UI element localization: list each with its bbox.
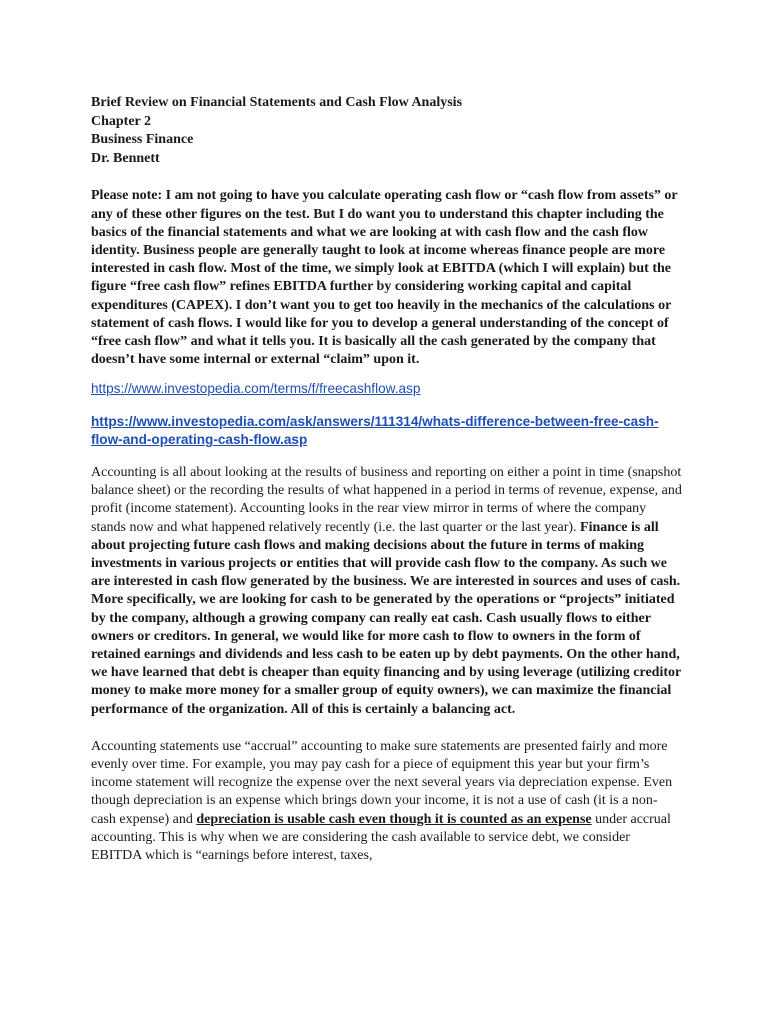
chapter-label: Chapter 2	[91, 113, 152, 129]
author-name: Dr. Bennett	[91, 150, 160, 166]
accrual-text-end: under accrual accounting. This is why when we are considering the cash available to service debt, we consider EBITDA which is “earnings before interest, taxes,	[91, 811, 671, 863]
document-title: Brief Review on Financial Statements and Cash Flow Analysis	[91, 95, 463, 110]
document-header	[91, 94, 682, 168]
accrual-paragraph	[91, 738, 682, 865]
finance-text: Finance is all about projecting future cash flows and making decisions about the future in terms of making investments in various projects or entities that will provide cash flow to the company. As such we are interested in cash flow generated by the business. We are interested in sources and uses of cash. More specifically, we are looking for cash to be generated by the operations or “projects” initiated by the company, although a growing company can really eat cash. Cash usually flows to either owners or creditors. In general, we would like for more cash to flow to owners in the form of retained earnings and dividends and less cash to be eaten up by debt payments. On the other hand, we have learned that debt is cheaper than equity financing and by using leverage (utilizing creditor money to make more money for a smaller group of equity owners), we can maximize the financial performance of the organization. All of this is certainly a balancing act.	[91, 519, 681, 717]
accounting-text: Accounting is all about looking at the results of business and reporting on either a point in time (snapshot balance sheet) or the recording the results of what happened in a period in terms of revenue, expense, and profit (income statement). Accounting looks in the rear view mirror in terms of where the company stands now and what happened relatively recently (i.e. the last quarter or the last year).	[91, 464, 682, 535]
accrual-text-start: Accounting statements use “accrual” accounting to make sure statements are presented fairly and more evenly over time. For example, you may pay cash for a piece of equipment this year but your firm’s income statement will recognize the expense over the next several years via depreciation expense. Even though depreciation is an expense which brings down your income, it is not a use of cash (it is a non-cash expense) and	[91, 738, 673, 827]
course-name: Business Finance	[91, 132, 194, 148]
link-fcf-vs-ocf[interactable]: https://www.investopedia.com/ask/answers/111314/whats-difference-between-free-cash-flow-and-operating-cash-flow.asp	[91, 413, 659, 448]
reference-links	[91, 380, 682, 450]
depreciation-emphasis: depreciation is usable cash even though it is counted as an expense	[196, 811, 592, 827]
link-free-cash-flow[interactable]: https://www.investopedia.com/terms/f/freecashflow.asp	[91, 381, 421, 397]
accounting-finance-paragraph	[91, 464, 682, 719]
note-paragraph: Please note: I am not going to have you calculate operating cash flow or “cash flow from assets” or any of these other figures on the test. But I do want you to understand this chapter including the basics of the financial statements and what we are looking at with cash flow and the cash flow identity. Business people are generally taught to look at income whereas finance people are more interested in cash flow. Most of the time, we simply look at EBITDA (which I will explain) but the figure “free cash flow” refines EBITDA further by considering working capital and capital expenditures (CAPEX). I don’t want you to get too heavily in the mechanics of the calculations or statement of cash flows. I would like for you to develop a general understanding of the concept of “free cash flow” and what it tells you. It is basically all the cash generated by the company that doesn’t have some internal or external “claim” upon it.	[91, 188, 678, 368]
